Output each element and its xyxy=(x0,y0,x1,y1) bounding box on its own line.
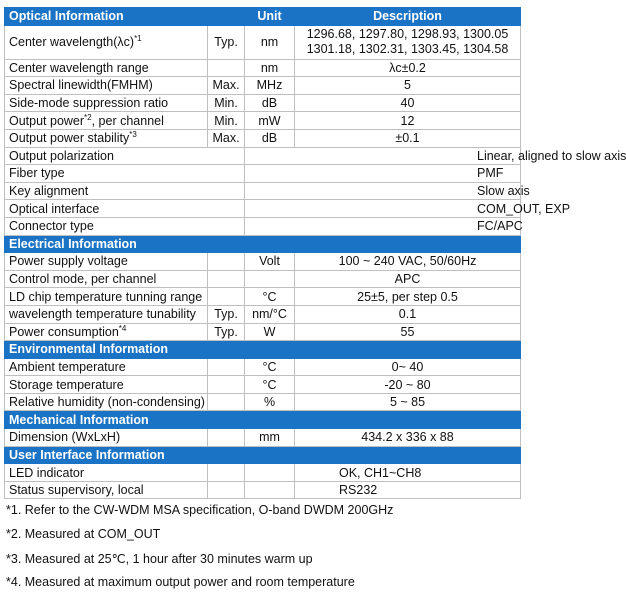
section-title: Mechanical Information xyxy=(5,411,521,429)
footnote-text: . Refer to the CW-WDM MSA specification, O-band DWDM 200GHz xyxy=(17,503,394,517)
footnote-mark: *2 xyxy=(6,527,18,541)
footnote-ref: *2 xyxy=(84,112,92,122)
condition-cell xyxy=(208,270,245,288)
description-cell: 5 xyxy=(295,77,521,95)
param-cell xyxy=(5,253,208,271)
param-label: Power supply voltage xyxy=(9,254,128,269)
unit-cell: nm xyxy=(245,25,295,59)
footnote-mark: *4 xyxy=(6,575,18,589)
condition-cell xyxy=(208,464,245,482)
description-cell: 12 xyxy=(295,112,521,130)
param-cell xyxy=(5,358,208,376)
condition-cell: Typ. xyxy=(208,305,245,323)
condition-cell xyxy=(208,288,245,306)
param-label: LED indicator xyxy=(9,465,85,480)
param-cell xyxy=(5,217,245,235)
footnote-text: . Measured at maximum output power and room temperature xyxy=(17,575,355,589)
param-cell xyxy=(5,200,245,218)
param-label: Power consumption xyxy=(9,324,119,339)
unit-cell: dB xyxy=(245,94,295,112)
unit-cell: mm xyxy=(245,429,295,447)
param-label: wavelength temperature tunability xyxy=(9,307,196,322)
unit-cell: °C xyxy=(245,288,295,306)
spec-row xyxy=(5,393,521,411)
param-cell xyxy=(5,147,245,165)
unit-cell: mW xyxy=(245,112,295,130)
unit-cell: nm/°C xyxy=(245,305,295,323)
condition-cell: Typ. xyxy=(208,323,245,341)
description-line: 1296.68, 1297.80, 1298.93, 1300.05 xyxy=(306,27,509,42)
param-label: Output power xyxy=(9,113,85,128)
param-cell xyxy=(5,59,208,77)
condition-cell xyxy=(208,253,245,271)
param-label-tail: , per channel xyxy=(91,113,164,128)
unit-column-header: Unit xyxy=(245,8,295,26)
spec-row xyxy=(5,182,521,200)
footnote xyxy=(6,503,393,517)
param-label: Key alignment xyxy=(9,184,89,199)
description-cell: Slow axis xyxy=(245,182,521,200)
spec-row xyxy=(5,217,521,235)
unit-cell: Volt xyxy=(245,253,295,271)
condition-cell xyxy=(208,376,245,394)
spec-row xyxy=(5,147,521,165)
spec-row xyxy=(5,323,521,341)
condition-cell: Min. xyxy=(208,112,245,130)
spec-row xyxy=(5,94,521,112)
param-cell xyxy=(5,25,208,59)
spec-row xyxy=(5,112,521,130)
footnote-mark: *1 xyxy=(6,503,18,517)
spec-row xyxy=(5,358,521,376)
description-cell: PMF xyxy=(245,165,521,183)
spec-row xyxy=(5,429,521,447)
param-label: Optical interface xyxy=(9,201,100,216)
unit-cell: W xyxy=(245,323,295,341)
unit-cell: MHz xyxy=(245,77,295,95)
footnote-ref: *3 xyxy=(129,130,137,140)
description-cell: COM_OUT, EXP xyxy=(245,200,521,218)
section-title: Environmental Information xyxy=(5,341,521,359)
description-cell: 5 ~ 85 xyxy=(295,393,521,411)
section-header xyxy=(5,411,521,429)
param-cell xyxy=(5,165,245,183)
param-label: Dimension (WxLxH) xyxy=(9,430,121,445)
spec-row xyxy=(5,376,521,394)
section-title: Electrical Information xyxy=(5,235,521,253)
description-cell: 25±5, per step 0.5 xyxy=(295,288,521,306)
spec-row xyxy=(5,129,521,147)
section-header xyxy=(5,341,521,359)
spec-row xyxy=(5,25,521,59)
description-cell: λc±0.2 xyxy=(295,59,521,77)
condition-cell: Max. xyxy=(208,129,245,147)
param-cell xyxy=(5,77,208,95)
condition-cell xyxy=(208,393,245,411)
param-label: Fiber type xyxy=(9,166,65,181)
footnote xyxy=(6,551,313,566)
param-label: LD chip temperature tunning range xyxy=(9,289,203,304)
unit-cell: nm xyxy=(245,59,295,77)
condition-cell xyxy=(208,358,245,376)
description-cell: RS232 xyxy=(295,481,521,499)
section-header xyxy=(5,446,521,464)
param-label: Connector type xyxy=(9,219,94,234)
footnote xyxy=(6,527,160,541)
description-line: 1301.18, 1302.31, 1303.45, 1304.58 xyxy=(306,42,509,57)
param-cell xyxy=(5,393,208,411)
section-title: User Interface Information xyxy=(5,446,521,464)
spec-table xyxy=(4,7,626,499)
param-cell xyxy=(5,464,208,482)
spec-row xyxy=(5,305,521,323)
unit-cell xyxy=(245,270,295,288)
section-header xyxy=(5,235,521,253)
spec-row xyxy=(5,59,521,77)
unit-cell: °C xyxy=(245,358,295,376)
description-column-header: Description xyxy=(295,8,521,26)
spec-row xyxy=(5,481,521,499)
param-label: Center wavelength(λc) xyxy=(9,34,135,49)
param-label: Output power stability xyxy=(9,131,130,146)
condition-cell xyxy=(208,481,245,499)
spec-row xyxy=(5,288,521,306)
footnote-ref: *1 xyxy=(134,33,142,43)
spec-row xyxy=(5,200,521,218)
param-cell xyxy=(5,481,208,499)
unit-cell: °C xyxy=(245,376,295,394)
unit-cell: dB xyxy=(245,129,295,147)
spec-row xyxy=(5,270,521,288)
description-cell: 55 xyxy=(295,323,521,341)
param-label: Status supervisory, local xyxy=(9,483,144,498)
description-cell: 100 ~ 240 VAC, 50/60Hz xyxy=(295,253,521,271)
param-label: Relative humidity (non-condensing) xyxy=(9,395,205,410)
footnote xyxy=(6,575,355,589)
param-label: Control mode, per channel xyxy=(9,272,157,287)
description-lines xyxy=(307,27,509,57)
spec-row xyxy=(5,165,521,183)
param-cell xyxy=(5,323,208,341)
param-cell xyxy=(5,429,208,447)
spec-table-body xyxy=(5,8,626,499)
section-header xyxy=(5,8,521,26)
description-cell xyxy=(295,25,521,59)
footnote-ref: *4 xyxy=(118,323,127,333)
footnote-mark: *3 xyxy=(6,552,18,566)
description-cell: ±0.1 xyxy=(295,129,521,147)
param-cell xyxy=(5,305,208,323)
footnote-text: . Measured at COM_OUT xyxy=(17,527,161,541)
param-cell xyxy=(5,112,208,130)
param-cell xyxy=(5,129,208,147)
param-cell xyxy=(5,182,245,200)
unit-cell: % xyxy=(245,393,295,411)
condition-cell: Typ. xyxy=(208,25,245,59)
condition-cell: Max. xyxy=(208,77,245,95)
param-label: Center wavelength range xyxy=(9,60,149,75)
param-cell xyxy=(5,270,208,288)
spec-row xyxy=(5,77,521,95)
param-cell xyxy=(5,288,208,306)
condition-cell xyxy=(208,59,245,77)
condition-cell: Min. xyxy=(208,94,245,112)
unit-cell xyxy=(245,464,295,482)
description-cell: -20 ~ 80 xyxy=(295,376,521,394)
param-label: Storage temperature xyxy=(9,377,124,392)
description-cell: 40 xyxy=(295,94,521,112)
condition-cell xyxy=(208,429,245,447)
section-title: Optical Information xyxy=(5,8,245,26)
unit-cell xyxy=(245,481,295,499)
description-cell: OK, CH1~CH8 xyxy=(295,464,521,482)
param-cell xyxy=(5,94,208,112)
spec-row xyxy=(5,464,521,482)
description-cell: APC xyxy=(295,270,521,288)
description-cell: 0.1 xyxy=(295,305,521,323)
footnote-text: . Measured at 25℃, 1 hour after 30 minutes warm up xyxy=(17,552,313,566)
description-cell: 0~ 40 xyxy=(295,358,521,376)
spec-row xyxy=(5,253,521,271)
description-cell: 434.2 x 336 x 88 xyxy=(295,429,521,447)
param-label: Output polarization xyxy=(9,148,114,163)
param-label: Side-mode suppression ratio xyxy=(9,96,169,111)
param-cell xyxy=(5,376,208,394)
param-label: Ambient temperature xyxy=(9,359,126,374)
description-cell: FC/APC xyxy=(245,217,521,235)
param-label: Spectral linewidth(FMHM) xyxy=(9,78,153,93)
description-cell: Linear, aligned to slow axis xyxy=(245,147,521,165)
